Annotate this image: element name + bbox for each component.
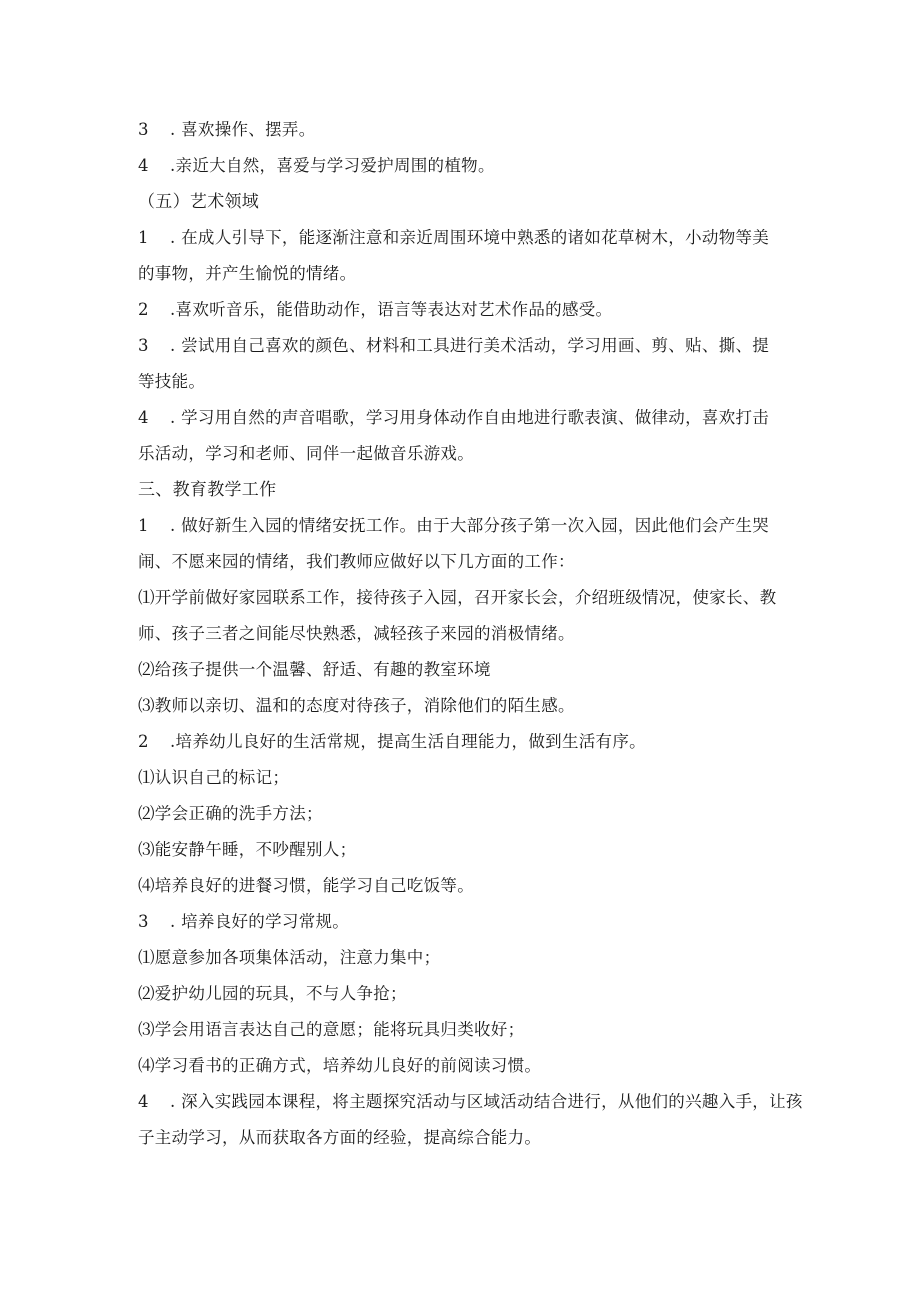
item-number: 4 (138, 408, 149, 427)
sub-item: ⑶学会用语言表达自己的意愿；能将玩具归类收好； (138, 1020, 525, 1039)
item-number: 2 (138, 300, 149, 319)
sub-item: ⑴开学前做好家园联系工作，接待孩子入园，召开家长会，介绍班级情况，使家长、教 (138, 588, 777, 607)
list-item (138, 724, 788, 760)
list-item (138, 1084, 803, 1120)
sub-item: ⑴认识自己的标记； (138, 768, 290, 787)
item-text: . 做好新生入园的情绪安抚工作。由于大部分孩子第一次入园，因此他们会产生哭 (170, 516, 770, 535)
item-number: 3 (138, 912, 149, 931)
list-item (138, 148, 788, 184)
sub-item: ⑶能安静午睡，不吵醒别人； (138, 840, 357, 859)
continuation-line: 的事物，并产生愉悦的情绪。 (138, 264, 357, 283)
item-text: . 培养良好的学习常规。 (170, 912, 350, 931)
item-number: 2 (138, 732, 149, 751)
sub-item: ⑶教师以亲切、温和的态度对待孩子，消除他们的陌生感。 (138, 696, 575, 715)
list-item (138, 220, 788, 256)
list-item (138, 508, 788, 544)
sub-item: ⑷培养良好的进餐习惯，能学习自己吃饭等。 (138, 876, 474, 895)
item-number: 1 (138, 516, 149, 535)
section-heading: 三、教育教学工作 (138, 480, 277, 500)
item-text: .亲近大自然，喜爱与学习爱护周围的植物。 (170, 156, 495, 175)
section-heading: （五）艺术领域 (138, 192, 260, 212)
continuation-line: 师、孩子三者之间能尽快熟悉，减轻孩子来园的消极情绪。 (138, 624, 575, 643)
item-number: 4 (138, 156, 149, 175)
sub-item: ⑷学习看书的正确方式，培养幼儿良好的前阅读习惯。 (138, 1056, 542, 1075)
item-number: 3 (138, 336, 149, 355)
item-text: .培养幼儿良好的生活常规，提高生活自理能力，做到生活有序。 (170, 732, 646, 751)
sub-item: ⑵给孩子提供一个温馨、舒适、有趣的教室环境 (138, 660, 491, 679)
item-text: .喜欢听音乐，能借助动作，语言等表达对艺术作品的感受。 (170, 300, 613, 319)
continuation-line: 闹、不愿来园的情绪，我们教师应做好以下几方面的工作： (138, 552, 575, 571)
continuation-line: 等技能。 (138, 372, 206, 391)
list-item (138, 400, 788, 436)
item-text: . 学习用自然的声音唱歌，学习用身体动作自由地进行歌表演、做律动，喜欢打击 (170, 408, 770, 427)
sub-item: ⑵学会正确的洗手方法； (138, 804, 323, 823)
item-number: 3 (138, 120, 149, 139)
item-number: 1 (138, 228, 149, 247)
sub-item: ⑵爱护幼儿园的玩具，不与人争抢； (138, 984, 407, 1003)
list-item (138, 328, 788, 364)
continuation-line: 子主动学习，从而获取各方面的经验，提高综合能力。 (138, 1128, 542, 1147)
item-text: . 在成人引导下，能逐渐注意和亲近周围环境中熟悉的诸如花草树木，小动物等美 (170, 228, 770, 247)
document-body (138, 112, 803, 1156)
sub-item: ⑴愿意参加各项集体活动，注意力集中； (138, 948, 441, 967)
list-item (138, 112, 788, 148)
item-text: . 深入实践园本课程，将主题探究活动与区域活动结合进行，从他们的兴趣入手，让孩 (170, 1092, 803, 1111)
item-text: . 喜欢操作、摆弄。 (170, 120, 316, 139)
item-text: . 尝试用自己喜欢的颜色、材料和工具进行美术活动，学习用画、剪、贴、撕、提 (170, 336, 770, 355)
list-item (138, 292, 788, 328)
list-item (138, 904, 788, 940)
continuation-line: 乐活动，学习和老师、同伴一起做音乐游戏。 (138, 444, 474, 463)
item-number: 4 (138, 1092, 149, 1111)
